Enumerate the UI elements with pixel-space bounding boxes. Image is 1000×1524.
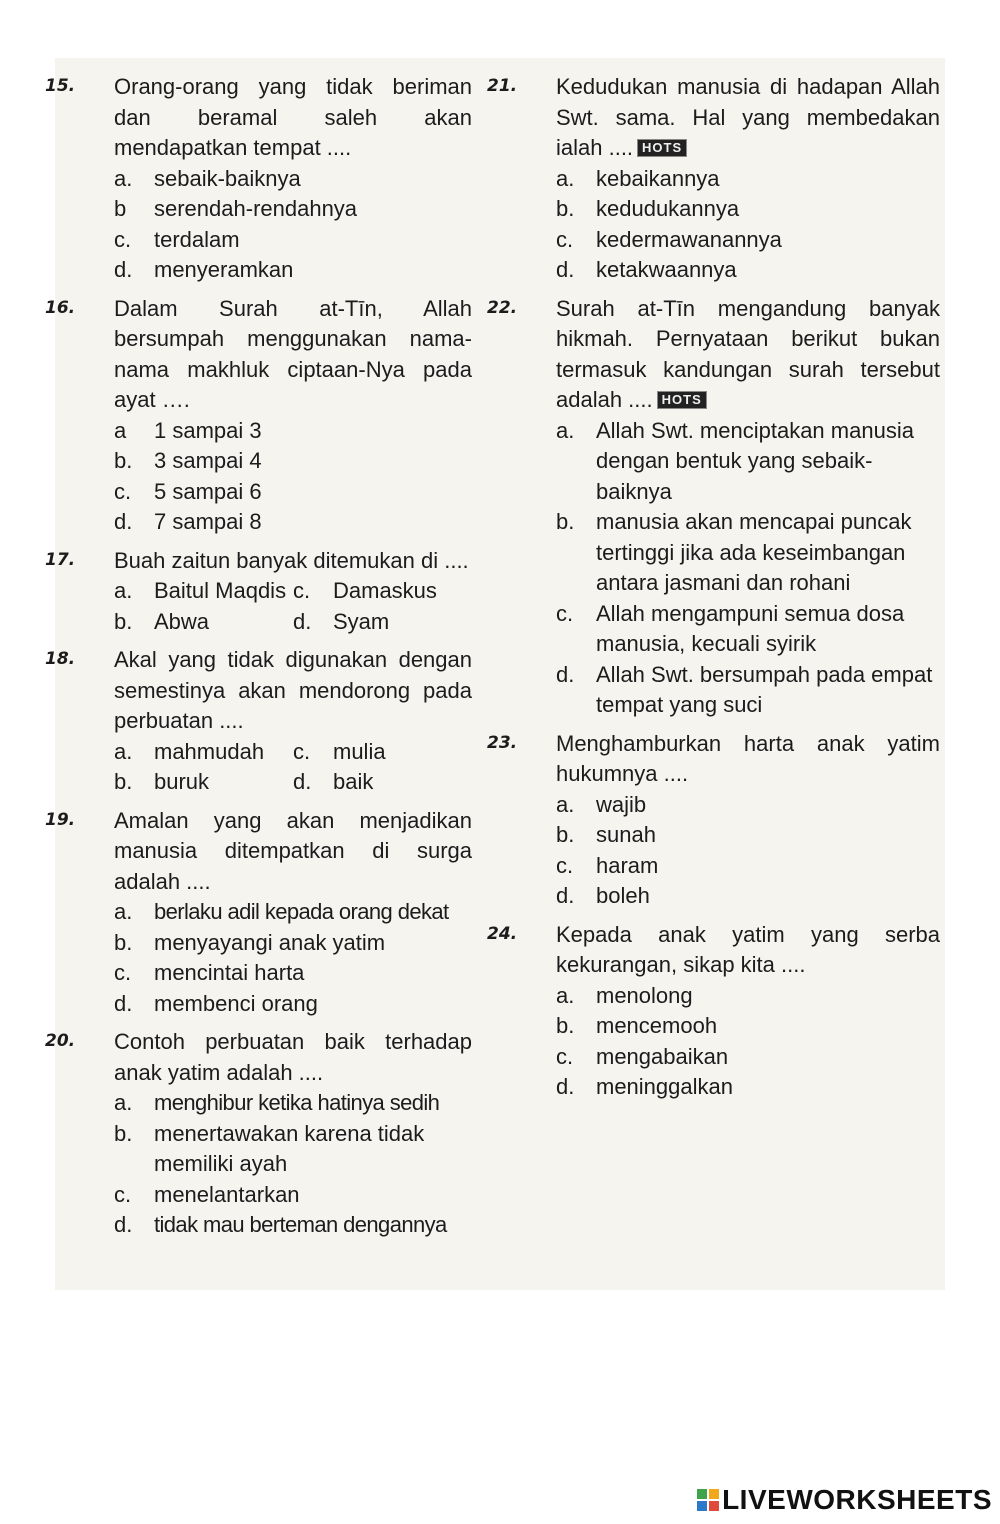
option-a[interactable]: a. sebaik-baiknya [114, 165, 301, 191]
option-b[interactable]: b. kedudukannya [556, 196, 740, 221]
option-a[interactable]: a. mahmudah [114, 738, 265, 764]
question-number: 19. [45, 809, 76, 830]
option-b[interactable]: b. menertawakan karena tidak memiliki ayah [114, 1120, 425, 1176]
option-d[interactable]: d. meninggalkan [556, 1074, 733, 1099]
question-text: Contoh perbuatan baik terhadap anak yatim adalah .... [114, 1029, 472, 1085]
question-text: Orang-orang yang tidak beriman dan beramal saleh akan mendapatkan tempat .... [114, 74, 472, 160]
option-a[interactable]: a. menghibur ketika hatinya sedih [114, 1090, 440, 1115]
left-column [45, 72, 472, 1249]
question-number: 15. [45, 76, 76, 96]
question-text: Buah zaitun banyak ditemukan di .... [114, 547, 469, 573]
option-d[interactable]: d. ketakwaannya [556, 257, 737, 282]
question-number: 21. [487, 76, 518, 96]
question-20 [45, 1027, 472, 1241]
question-24 [487, 920, 940, 1103]
option-b[interactable]: b. buruk [114, 769, 210, 794]
question-number: 16. [45, 297, 76, 318]
question-number: 20. [45, 1031, 76, 1051]
right-column [487, 72, 940, 1111]
option-c[interactable]: c. Damaskus [293, 578, 437, 603]
option-c[interactable]: c. haram [556, 852, 659, 878]
question-text: Kepada anak yatim yang serba kekurangan, sikap kita .... [556, 921, 940, 977]
icon-square [697, 1489, 707, 1499]
brand-text: LIVEWORKSHEETS [722, 1484, 992, 1515]
question-15 [45, 72, 472, 286]
hots-badge: HOTS [637, 139, 687, 157]
option-d[interactable]: d. boleh [556, 883, 650, 908]
option-d[interactable]: d. Allah Swt. bersumpah pada empat tempat yang suci [556, 661, 933, 717]
option-b[interactable]: b. manusia akan mencapai puncak tertinggi jika ada keseimbangan antara jasmani dan rohani [556, 509, 912, 595]
question-text: Amalan yang akan menjadikan manusia ditempatkan di surga adalah .... [114, 807, 472, 894]
question-21 [487, 72, 940, 286]
option-b[interactable]: b. sunah [556, 822, 656, 847]
question-number: 24. [487, 923, 518, 944]
option-d[interactable]: d. membenci orang [114, 990, 318, 1016]
hots-badge: HOTS [657, 391, 707, 409]
question-text: Menghamburkan harta anak yatim hukumnya .... [556, 730, 940, 786]
option-list [522, 416, 940, 721]
question-text: Surah at-Tīn mengandung banyak hikmah. Pernyataan berikut bukan termasuk kandungan surah tersebut adalah .... HOTS [556, 295, 940, 412]
question-22 [487, 294, 940, 721]
option-list [80, 897, 472, 1019]
icon-square [697, 1501, 707, 1511]
option-a[interactable]: a. kebaikannya [556, 165, 720, 191]
option-c[interactable]: c. Allah mengampuni semua dosa manusia, kecuali syirik [556, 600, 905, 656]
option-b[interactable]: b. menyayangi anak yatim [114, 929, 386, 955]
option-a[interactable]: a. menolong [556, 982, 693, 1008]
question-23 [487, 729, 940, 912]
question-text: Dalam Surah at-Tīn, Allah bersumpah menggunakan nama-nama makhluk ciptaan-Nya pada ayat …. [114, 295, 472, 412]
option-c[interactable]: c. mengabaikan [556, 1043, 729, 1069]
option-d[interactable]: d. 7 sampai 8 [114, 509, 262, 534]
option-a[interactable]: a. berlaku adil kepada orang dekat [114, 899, 449, 924]
option-a[interactable]: a. wajib [556, 791, 647, 817]
option-c[interactable]: c. 5 sampai 6 [114, 478, 262, 504]
liveworksheets-icon [697, 1489, 719, 1511]
option-list [80, 737, 472, 798]
question-18 [45, 645, 472, 798]
option-a[interactable]: a. Baitul Maqdis [114, 578, 287, 603]
option-list [80, 576, 472, 637]
option-list [522, 790, 940, 912]
question-text: Kedudukan manusia di hadapan Allah Swt. sama. Hal yang membedakan ialah .... HOTS [556, 74, 940, 160]
question-number: 17. [45, 549, 76, 570]
option-a[interactable]: a. Allah Swt. menciptakan manusia dengan bentuk yang sebaik-baiknya [556, 417, 914, 504]
option-a[interactable]: a 1 sampai 3 [114, 417, 262, 443]
icon-square [709, 1489, 719, 1499]
option-c[interactable]: c. menelantarkan [114, 1181, 300, 1207]
option-list [80, 164, 472, 286]
option-c[interactable]: c. mulia [293, 738, 386, 764]
question-number: 22. [487, 297, 518, 318]
option-list [522, 981, 940, 1103]
option-c[interactable]: c. kedermawanannya [556, 226, 782, 252]
option-c[interactable]: c. terdalam [114, 226, 240, 252]
liveworksheets-logo[interactable] [697, 1484, 992, 1516]
option-d[interactable]: d. Syam [293, 608, 390, 634]
option-list [80, 1088, 472, 1241]
option-b[interactable]: b. mencemooh [556, 1013, 718, 1038]
option-c[interactable]: c. mencintai harta [114, 960, 305, 985]
option-d[interactable]: d. menyeramkan [114, 257, 294, 282]
option-b[interactable]: b. Abwa [114, 608, 210, 634]
option-list [80, 416, 472, 538]
question-number: 23. [487, 732, 518, 753]
option-d[interactable]: d. baik [293, 769, 374, 794]
icon-square [709, 1501, 719, 1511]
option-d[interactable]: d. tidak mau berteman dengannya [114, 1212, 447, 1237]
question-text: Akal yang tidak digunakan dengan semestinya akan mendorong pada perbuatan .... [114, 647, 472, 733]
question-17 [45, 546, 472, 638]
question-number: 18. [45, 649, 76, 669]
question-16 [45, 294, 472, 538]
question-19 [45, 806, 472, 1020]
option-list [522, 164, 940, 286]
option-b[interactable]: b serendah-rendahnya [114, 196, 358, 221]
option-b[interactable]: b. 3 sampai 4 [114, 448, 262, 473]
